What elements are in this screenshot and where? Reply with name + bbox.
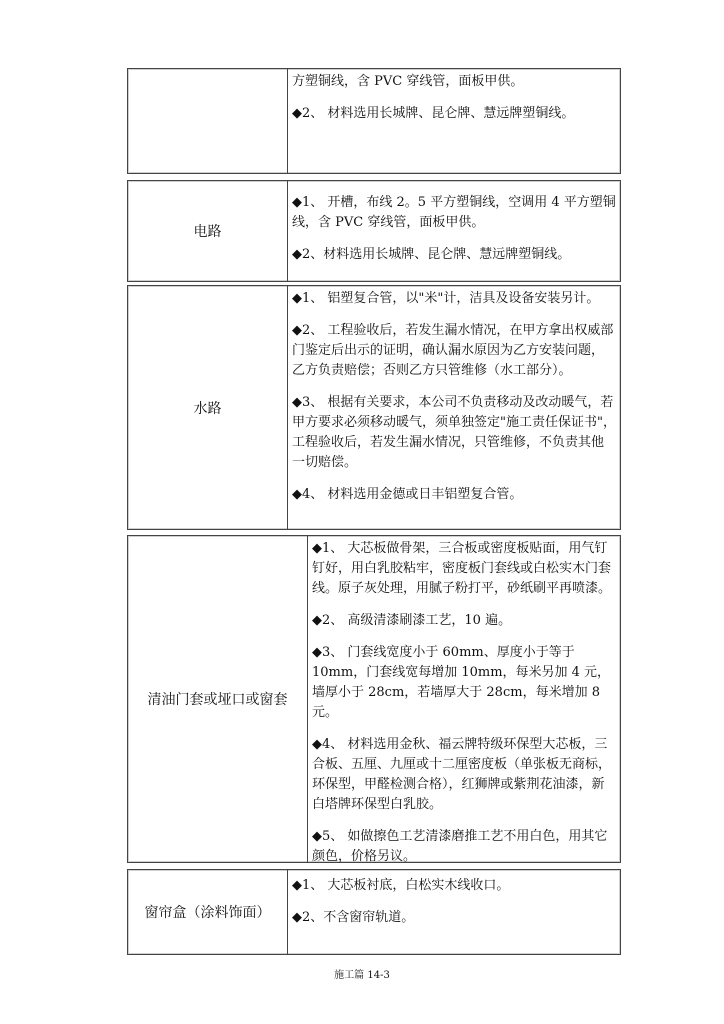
section-content (288, 181, 620, 281)
spec-item: ◆5、 如做擦色工艺清漆磨推工艺不用白色，用其它颜色，价格另议。 (312, 829, 608, 864)
spec-table-plumbing (127, 285, 621, 530)
section-content (288, 286, 620, 529)
spec-item: ◆2、材料选用长城牌、昆仑牌、慧远牌塑铜线。 (292, 247, 571, 262)
spec-item: ◆1、 铝塑复合管，以"米"计，洁具及设备安装另计。 (292, 291, 600, 306)
section-label-empty (128, 69, 288, 173)
spec-item: ◆4、 材料选用金秋、福云牌特级环保型大芯板，三合板、五厘、九厘或十二厘密度板（单张板无商标，环保型，甲醛检测合格），红狮牌或紫荆花油漆，新白塔牌环保型白乳胶。 (312, 737, 612, 812)
section-content (288, 870, 620, 954)
spec-item: ◆3、 门套线宽度小于 60mm、厚度小于等于 10mm，门套线宽每增加 10mm，每米另加 4 元，墙厚小于 28cm，若墙厚大于 28cm，每米增加 8 元。 (312, 645, 611, 720)
spec-item: ◆4、 材料选用金德或日丰铝塑复合管。 (292, 487, 523, 502)
section-label-door-casing: 清油门套或垭口或窗套 (128, 536, 308, 862)
section-content (288, 69, 620, 173)
spec-item: ◆2、不含窗帘轨道。 (292, 910, 415, 925)
spec-item: ◆1、 大芯板衬底，白松实木线收口。 (292, 878, 510, 893)
section-label-curtain-box: 窗帘盒（涂料饰面） (128, 870, 288, 954)
section-label-electrical: 电路 (128, 181, 288, 281)
section-label-plumbing: 水路 (128, 286, 288, 529)
spec-item: ◆2、 材料选用长城牌、昆仑牌、慧远牌塑铜线。 (292, 106, 575, 121)
section-content (308, 536, 620, 862)
spec-table-electrical (127, 180, 621, 282)
spec-item: ◆2、 高级清漆刷漆工艺，10 遍。 (312, 613, 512, 628)
spec-item: ◆2、 工程验收后，若发生漏水情况，在甲方拿出权威部门鉴定后出示的证明，确认漏水原因为乙方安装问题，乙方负责赔偿；否则乙方只管维修（水工部分）。 (292, 323, 614, 378)
spec-table-door-casing (127, 535, 621, 863)
spec-item: 方塑铜线，含 PVC 穿线管，面板甲供。 (292, 74, 524, 89)
spec-item: ◆1、 大芯板做骨架，三合板或密度板贴面，用气钉钉好，用白乳胶粘牢，密度板门套线或白松实木门套线。原子灰处理，用腻子粉打平，砂纸刷平再喷漆。 (312, 541, 612, 596)
page-footer: 施工篇 14-3 (334, 970, 390, 981)
spec-item: ◆3、 根据有关要求，本公司不负责移动及改动暖气，若甲方要求必须移动暖气，须单独签定"施工责任保证书"，工程验收后，若发生漏水情况，只管维修，不负责其他一切赔偿。 (292, 395, 616, 470)
spec-table-curtain-box (127, 869, 621, 955)
spec-item: ◆1、 开槽，布线 2。5 平方塑铜线，空调用 4 平方塑铜线，含 PVC 穿线管，面板甲供。 (292, 195, 616, 230)
spec-table-continued (127, 68, 621, 174)
